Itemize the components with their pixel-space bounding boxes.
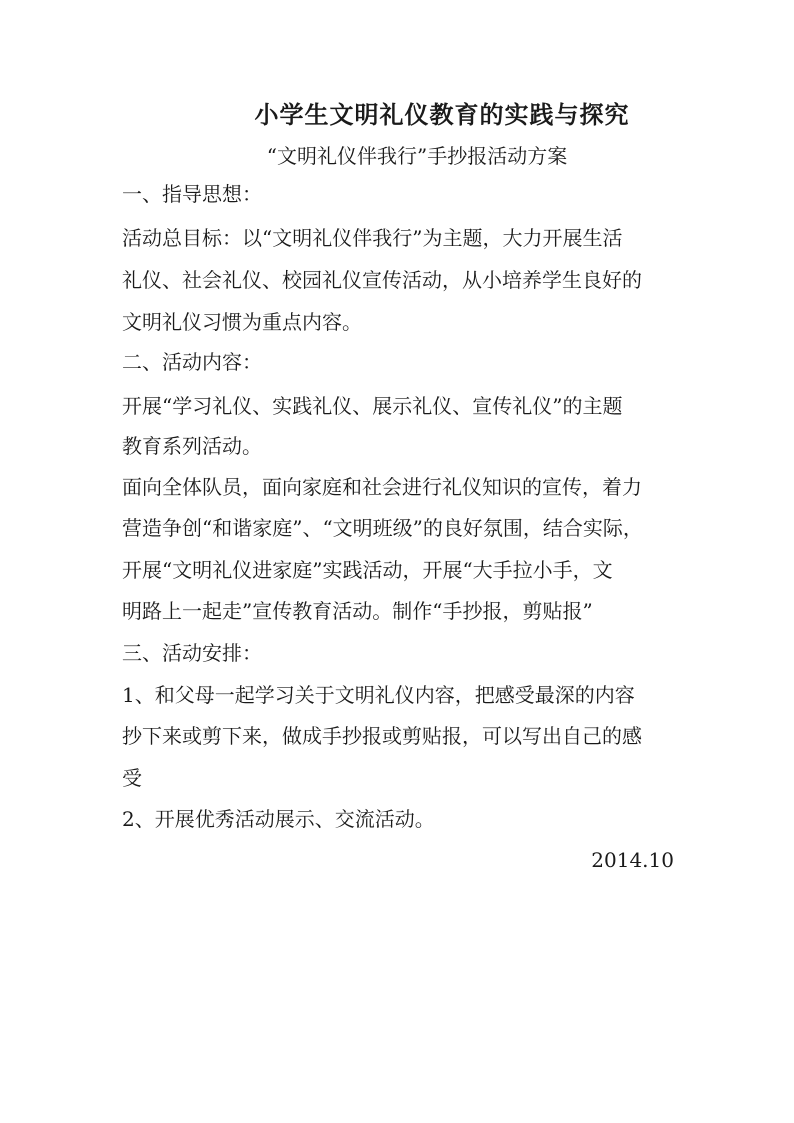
- document-date: 2014.10: [591, 848, 674, 872]
- paragraph-line: 营造争创“和谐家庭”、“文明班级”的良好氛围，结合实际，: [122, 516, 643, 540]
- paragraph-line: 明路上一起走”宣传教育活动。制作“手抄报，剪贴报”: [122, 599, 593, 623]
- paragraph-line: 开展“学习礼仪、实践礼仪、展示礼仪、宣传礼仪”的主题: [122, 394, 623, 418]
- paragraph-line: 受: [122, 766, 142, 790]
- paragraph-line: 教育系列活动。: [122, 434, 262, 458]
- document-subtitle: “文明礼仪伴我行”手抄报活动方案: [266, 144, 568, 168]
- section-heading-activity-schedule: 三、活动安排：: [122, 641, 262, 665]
- paragraph-line: 2、开展优秀活动展示、交流活动。: [122, 807, 435, 831]
- paragraph-line: 活动总目标：以“文明礼仪伴我行”为主题，大力开展生活: [122, 226, 623, 250]
- document-title: 小学生文明礼仪教育的实践与探究: [254, 100, 630, 129]
- section-heading-activity-content: 二、活动内容：: [122, 350, 262, 374]
- paragraph-line: 文明礼仪习惯为重点内容。: [122, 310, 362, 334]
- paragraph-line: 抄下来或剪下来，做成手抄报或剪贴报，可以写出自己的感: [122, 724, 642, 748]
- paragraph-line: 开展“文明礼仪进家庭”实践活动，开展“大手拉小手，文: [122, 558, 613, 582]
- section-heading-guiding-idea: 一、指导思想：: [122, 182, 262, 206]
- paragraph-line: 礼仪、社会礼仪、校园礼仪宣传活动，从小培养学生良好的: [122, 268, 642, 292]
- paragraph-line: 1、和父母一起学习关于文明礼仪内容，把感受最深的内容: [122, 683, 635, 707]
- paragraph-line: 面向全体队员，面向家庭和社会进行礼仪知识的宣传，着力: [122, 475, 642, 499]
